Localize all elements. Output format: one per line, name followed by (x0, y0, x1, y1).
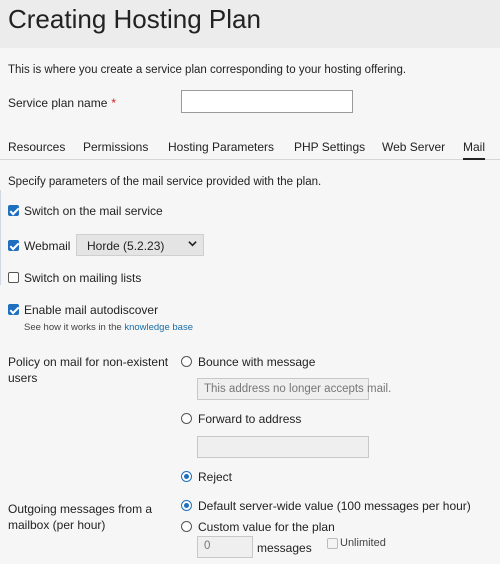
custom-messages-value: 0 (204, 540, 211, 552)
tab-web-server[interactable]: Web Server (382, 140, 446, 154)
bounce-label: Bounce with message (198, 355, 316, 369)
mail-service-checkbox[interactable] (8, 205, 19, 216)
mailing-lists-checkbox[interactable] (8, 272, 19, 283)
default-value-label: Default server-wide value (100 messages per hour) (198, 499, 471, 513)
unlimited-checkbox[interactable] (327, 538, 338, 549)
default-value-radio[interactable] (181, 500, 192, 511)
autodiscover-hint-text: See how it works in the (24, 322, 122, 333)
mailing-lists-label: Switch on mailing lists (24, 271, 142, 285)
tab-hosting-parameters[interactable]: Hosting Parameters (168, 140, 275, 154)
autodiscover-checkbox[interactable] (8, 304, 19, 315)
bounce-radio[interactable] (181, 356, 192, 367)
webmail-checkbox[interactable] (8, 240, 19, 251)
bounce-message-value: This address no longer accepts mail. (204, 383, 392, 395)
tab-permissions[interactable]: Permissions (83, 140, 149, 154)
knowledge-base-link[interactable]: knowledge base (124, 322, 193, 333)
tab-bar (0, 140, 500, 160)
chevron-down-icon (188, 239, 197, 248)
forward-label: Forward to address (198, 412, 302, 426)
page-header (0, 0, 500, 48)
plan-name-label (8, 96, 116, 110)
section-indicator (0, 190, 1, 285)
outgoing-label-2: mailbox (per hour) (8, 518, 106, 532)
tab-php-settings[interactable]: PHP Settings (294, 140, 366, 154)
messages-unit-label: messages (257, 541, 312, 555)
nonexistent-policy-label-2: users (8, 371, 38, 385)
custom-messages-input[interactable] (197, 536, 253, 558)
webmail-select[interactable] (76, 234, 204, 256)
plan-name-label-text: Service plan name (8, 96, 108, 110)
required-mark: * (111, 96, 117, 110)
forward-radio[interactable] (181, 413, 192, 424)
webmail-select-value: Horde (5.2.23) (87, 239, 165, 253)
unlimited-label: Unlimited (340, 537, 386, 549)
outgoing-label-1: Outgoing messages from a (8, 502, 153, 516)
custom-value-label: Custom value for the plan (198, 520, 335, 534)
mail-service-label: Switch on the mail service (24, 204, 163, 218)
mail-description: Specify parameters of the mail service provided with the plan. (8, 176, 322, 188)
reject-label: Reject (198, 470, 233, 484)
tab-mail[interactable]: Mail (463, 140, 485, 160)
autodiscover-hint (24, 322, 193, 333)
autodiscover-label: Enable mail autodiscover (24, 303, 159, 317)
nonexistent-policy-label-1: Policy on mail for non-existent (8, 355, 169, 369)
plan-name-input[interactable] (181, 90, 353, 113)
reject-radio[interactable] (181, 471, 192, 482)
bounce-message-input[interactable] (197, 378, 392, 400)
tab-resources[interactable]: Resources (8, 140, 66, 154)
page-intro: This is where you create a service plan corresponding to your hosting offering. (8, 64, 407, 76)
custom-value-radio[interactable] (181, 521, 192, 532)
page-title: Creating Hosting Plan (8, 4, 261, 34)
webmail-label: Webmail (24, 239, 71, 253)
forward-address-input[interactable] (197, 436, 369, 458)
